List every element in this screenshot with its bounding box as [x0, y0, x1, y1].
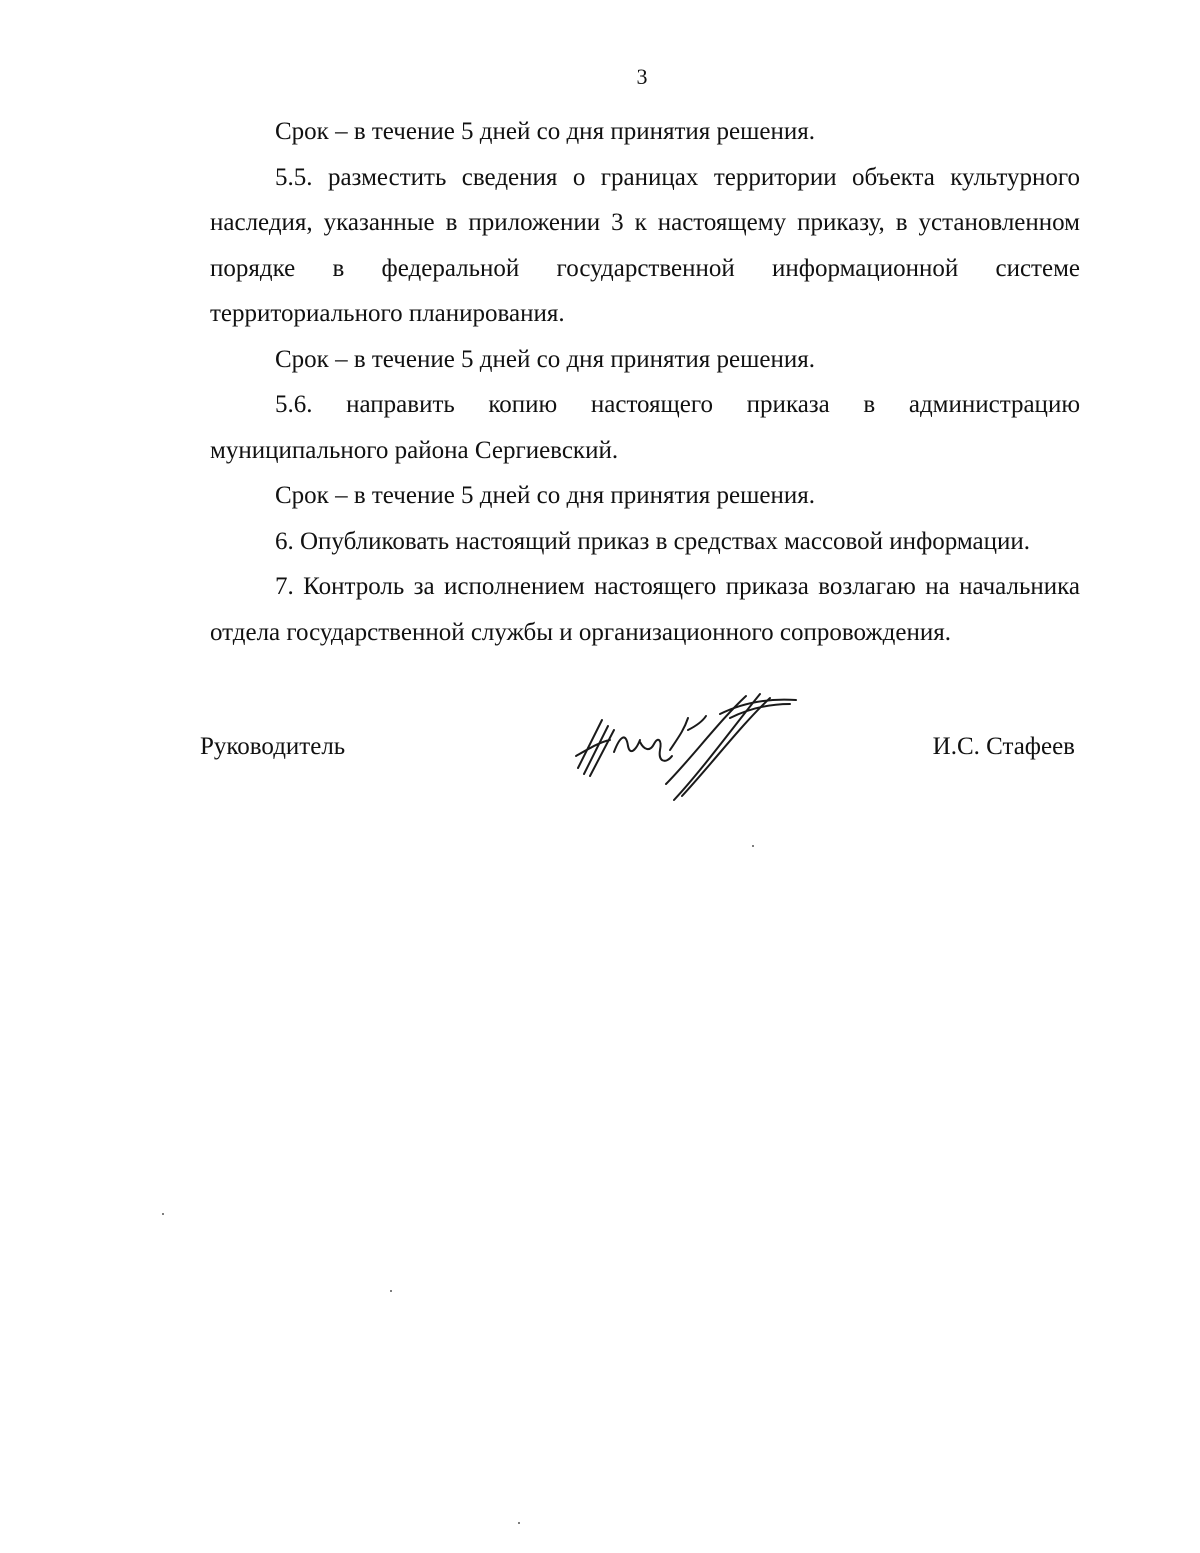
paragraph-deadline-2: Срок – в течение 5 дней со дня принятия решения.	[275, 345, 815, 373]
paragraph-deadline-3: Срок – в течение 5 дней со дня принятия решения.	[275, 482, 815, 509]
paragraph-6: 6. Опубликовать настоящий приказ в средствах массовой информации.	[275, 527, 1031, 555]
signatory-position: Руководитель	[200, 733, 346, 760]
signature-block	[200, 690, 1080, 820]
paragraph-deadline-1: Срок – в течение 5 дней со дня принятия решения.	[275, 118, 815, 145]
scan-speck	[390, 1290, 392, 1292]
paragraph-5-6: 5.6. направить копию настоящего приказа в администрацию муниципального района Сергиевский.	[210, 391, 1080, 464]
paragraph-5-5: 5.5. разместить сведения о границах территории объекта культурного наследия, указанные в приложении 3 к настоящему приказу, в установленном порядке в федеральной государственной информационной системе территориального планирования.	[210, 163, 1080, 327]
paragraph-7: 7. Контроль за исполнением настоящего приказа возлагаю на начальника отдела государственной службы и организационного сопровождения.	[210, 573, 1080, 646]
signatory-name: И.С. Стафеев	[932, 733, 1075, 760]
scan-speck	[162, 1213, 164, 1215]
scan-speck	[518, 1522, 520, 1524]
scan-speck	[752, 845, 754, 847]
handwritten-signature	[570, 690, 800, 810]
page-number: 3	[636, 64, 648, 89]
document-body	[210, 109, 1080, 655]
